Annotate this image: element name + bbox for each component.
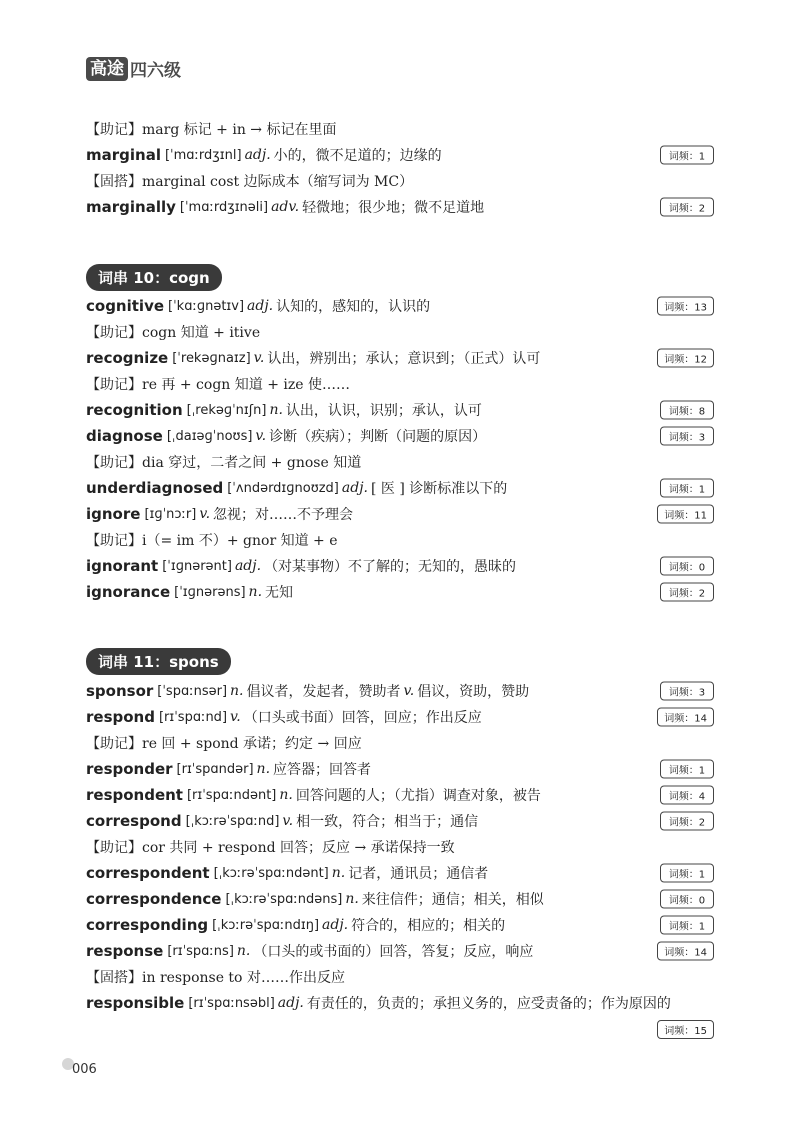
brand-header	[86, 56, 181, 81]
headword: correspondent	[86, 864, 210, 882]
frequency-badge: 词频：0	[660, 890, 714, 909]
entry-correspondence	[86, 886, 714, 912]
note-line: 【固搭】marginal cost 边际成本（缩写词为 MC）	[86, 174, 414, 190]
phonetic: [ˈspɑːnsər]	[157, 683, 228, 699]
part-of-speech: v.	[255, 428, 267, 444]
definition: 符合的，相应的；相关的	[351, 918, 506, 934]
entry-ignorance	[86, 579, 714, 605]
part-of-speech: adj.	[341, 480, 368, 496]
note-line: 【助记】cogn 知道 + itive	[86, 325, 261, 341]
definition: 忽视；对……不予理会	[213, 507, 354, 523]
definition: 倡议者，发起者，赞助者	[246, 684, 401, 700]
note-line: 【助记】dia 穿过，二者之间 + gnose 知道	[86, 455, 362, 471]
phonetic: [ɪɡˈnɔːr]	[144, 506, 197, 522]
part-of-speech: adj.	[322, 917, 349, 933]
part-of-speech: adj.	[234, 558, 262, 574]
frequency-badge: 词频：11	[657, 505, 714, 524]
frequency-badge: 词频：14	[657, 708, 714, 727]
part-of-speech: v.	[282, 813, 294, 829]
definition: 回答问题的人；（尤指）调查对象，被告	[295, 788, 541, 804]
section-title-cogn: 词串 10：cogn	[86, 264, 222, 291]
part-of-speech: adj.	[247, 298, 274, 314]
definition: [ 医 ] 诊断标准以下的	[371, 481, 508, 497]
part-of-speech: v.	[403, 683, 415, 699]
frequency-badge: 词频：2	[660, 198, 714, 217]
phonetic: [ˈmɑːrdʒɪnəli]	[179, 199, 269, 215]
headword: diagnose	[86, 427, 163, 445]
definition: 轻微地；很少地；微不足道地	[302, 200, 485, 216]
part-of-speech: adv.	[271, 199, 300, 215]
headword: recognize	[86, 349, 169, 367]
part-of-speech: n.	[236, 943, 251, 959]
definition: 记者，通讯员；通信者	[348, 866, 489, 882]
entry-sponsor	[86, 678, 714, 704]
phonetic: [ˈmɑːrdʒɪnl]	[164, 147, 242, 163]
entry-responder	[86, 756, 714, 782]
headword: response	[86, 942, 164, 960]
entry-ignorant	[86, 553, 714, 579]
definition: 认出，辨别出；承认；意识到；（正式）认可	[267, 351, 541, 367]
definition: （对某事物）不了解的；无知的，愚昧的	[264, 559, 517, 575]
phonetic: [ˌkɔːrəˈspɑːndɪŋ]	[212, 917, 320, 933]
definition: （口头或书面）回答，回应；作出反应	[243, 710, 482, 726]
headword: cognitive	[86, 297, 165, 315]
page-number: 006	[72, 1062, 97, 1077]
frequency-badge: 词频：13	[657, 297, 714, 316]
headword: correspondence	[86, 890, 222, 908]
phonetic: [rɪˈspɑːnsəbl]	[188, 995, 275, 1011]
frequency-badge: 词频：3	[660, 682, 714, 701]
frequency-badge: 词频：8	[660, 401, 714, 420]
phonetic: [ˈɪɡnərəns]	[174, 584, 246, 600]
phonetic: [ˈrekəɡnaɪz]	[172, 350, 251, 366]
frequency-badge: 词频：1	[660, 146, 714, 165]
entry-respond	[86, 704, 714, 730]
entry-response	[86, 938, 714, 964]
entry-recognize	[86, 345, 714, 371]
headword: sponsor	[86, 682, 154, 700]
headword: marginal	[86, 146, 161, 164]
headword: responsible	[86, 994, 185, 1012]
headword: marginally	[86, 198, 176, 216]
frequency-badge: 词频：4	[660, 786, 714, 805]
frequency-badge: 词频：0	[660, 557, 714, 576]
phonetic: [ˌkɔːrəˈspɑːnd]	[185, 813, 280, 829]
part-of-speech: v.	[230, 709, 241, 725]
part-of-speech: adj.	[277, 995, 304, 1011]
brand-subtitle: 四六级	[130, 61, 181, 81]
note-line: 【助记】i（= im 不）+ gnor 知道 + e	[86, 533, 338, 549]
entry-correspond	[86, 808, 714, 834]
part-of-speech: n.	[248, 584, 263, 600]
part-of-speech: n.	[279, 787, 293, 803]
entry-recognition	[86, 397, 714, 423]
headword: correspond	[86, 812, 182, 830]
headword: ignore	[86, 505, 141, 523]
definition: （口头的或书面的）回答，答复；反应，响应	[253, 944, 534, 960]
frequency-badge: 词频：3	[660, 427, 714, 446]
phonetic: [ˈkɑːɡnətɪv]	[168, 298, 245, 314]
phonetic: [ˌkɔːrəˈspɑːndəns]	[225, 891, 343, 907]
phonetic: [rɪˈspɑːnd]	[158, 709, 228, 725]
headword: ignorance	[86, 583, 171, 601]
phonetic: [rɪˈspɑːns]	[167, 943, 234, 959]
headword: recognition	[86, 401, 183, 419]
note-line: 【助记】re 再 + cogn 知道 + ize 使……	[86, 377, 350, 393]
headword: ignorant	[86, 557, 159, 575]
part-of-speech: n.	[230, 683, 244, 699]
frequency-badge: 词频：1	[660, 864, 714, 883]
part-of-speech: adj.	[244, 147, 271, 163]
entry-marginally	[86, 194, 714, 220]
definition: 来往信件；通信；相关，相似	[361, 892, 544, 908]
frequency-badge: 词频：1	[660, 760, 714, 779]
definition: 应答器；回答者	[273, 762, 372, 778]
note-line: 【助记】marg 标记 + in → 标记在里面	[86, 122, 337, 138]
definition: 有责任的，负责的；承担义务的，应受责备的；作为原因的	[306, 996, 671, 1012]
entry-diagnose	[86, 423, 714, 449]
frequency-badge: 词频：2	[660, 583, 714, 602]
phonetic: [ˌdaɪəɡˈnoʊs]	[166, 428, 253, 444]
part-of-speech: n.	[269, 402, 283, 418]
definition: 认知的，感知的，认识的	[276, 299, 431, 315]
headword: responder	[86, 760, 173, 778]
headword: underdiagnosed	[86, 479, 224, 497]
phonetic: [ˌkɔːrəˈspɑːndənt]	[213, 865, 329, 881]
frequency-badge: 词频：1	[660, 916, 714, 935]
entry-responsible	[86, 990, 714, 1016]
entry-respondent	[86, 782, 714, 808]
frequency-badge: 词频：1	[660, 479, 714, 498]
entry-cognitive	[86, 293, 714, 319]
phonetic: [rɪˈspɑːndənt]	[186, 787, 277, 803]
frequency-badge: 词频：2	[660, 812, 714, 831]
headword: corresponding	[86, 916, 209, 934]
headword: respondent	[86, 786, 183, 804]
frequency-badge: 词频：15	[657, 1020, 714, 1039]
phonetic: [rɪˈspɑndər]	[176, 761, 254, 777]
part-of-speech: v.	[199, 506, 211, 522]
entry-underdiagnosed	[86, 475, 714, 501]
section-title-spons: 词串 11：spons	[86, 648, 231, 675]
entry-corresponding	[86, 912, 714, 938]
phonetic: [ˈʌndərdɪɡnoʊzd]	[227, 480, 339, 496]
note-line: 【固搭】in response to 对……作出反应	[86, 970, 345, 986]
part-of-speech: n.	[331, 865, 346, 881]
part-of-speech: n.	[345, 891, 359, 907]
definition: 无知	[265, 585, 294, 601]
entry-correspondent	[86, 860, 714, 886]
definition: 倡议，资助，赞助	[417, 684, 530, 700]
part-of-speech: n.	[256, 761, 271, 777]
frequency-badge: 词频：14	[657, 942, 714, 961]
phonetic: [ˈɪɡnərənt]	[162, 558, 232, 574]
part-of-speech: v.	[253, 350, 265, 366]
entry-ignore	[86, 501, 714, 527]
definition: 相一致，符合；相当于；通信	[296, 814, 479, 830]
definition: 诊断（疾病）；判断（问题的原因）	[269, 429, 487, 445]
headword: respond	[86, 708, 155, 726]
definition: 认出，认识，识别；承认，认可	[285, 403, 482, 419]
entry-marginal	[86, 142, 714, 168]
frequency-badge: 词频：12	[657, 349, 714, 368]
definition: 小的，微不足道的；边缘的	[273, 148, 442, 164]
note-line: 【助记】re 回 + spond 承诺；约定 → 回应	[86, 736, 362, 752]
phonetic: [ˌrekəɡˈnɪʃn]	[186, 402, 267, 418]
brand-logo: 高途	[86, 57, 128, 81]
note-line: 【助记】cor 共同 + respond 回答；反应 → 承诺保持一致	[86, 840, 455, 856]
